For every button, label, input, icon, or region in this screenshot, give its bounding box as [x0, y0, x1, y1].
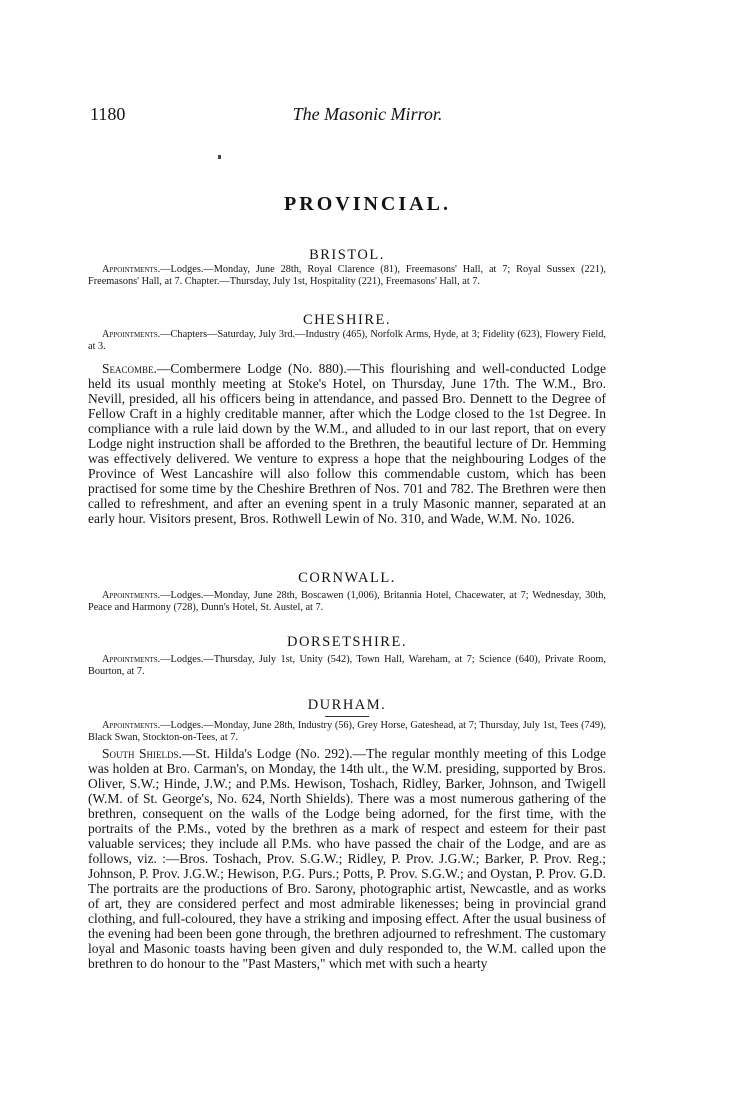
appointments-cheshire — [88, 329, 606, 352]
appointments-label: Appointments. — [102, 590, 161, 601]
section-title: PROVINCIAL. — [284, 193, 451, 215]
report-lead: Seacombe. — [102, 361, 157, 376]
county-heading-durham: DURHAM. — [307, 697, 387, 713]
appointments-label: Appointments. — [102, 329, 161, 340]
section-durham — [88, 696, 606, 743]
appointments-text: —Chapters—Saturday, July 3rd.—Industry (465), Norfolk Arms, Hyde, at 3; Fidelity (623), Flowery Field, at 3. — [88, 329, 606, 352]
report-text: —Combermere Lodge (No. 880).—This flourishing and well-conducted Lodge held its usual monthly meeting at Stoke's Hotel, on Thursday, June 17th. The W.M., Bro. Nevill, presided, all his officers being in attendance, and passed Bro. Dennett to the Degree of Fellow Craft in a highly creditable manner, after which the Lodge closed to the 1st Degree. In compliance with a rule laid down by the W.M., and alluded to in our last report, that on every Lodge night instruction shall be afforded to the Brethren, the beautiful lecture of Dr. Hemming was effectively delivered. We venture to express a hope that the neighbouring Lodges of the Province of West Lancashire will also follow this commendable custom, which has been practised for some time by the Cheshire Brethren of Nos. 701 and 782. The Brethren were then called to refreshment, and after an evening spent in a truly Masonic manner, separated at an early hour. Visitors present, Bros. Rothwell Lewin of No. 310, and Wade, W.M. No. 1026. — [88, 361, 606, 526]
appointments-text: —Lodges.—Thursday, July 1st, Unity (542), Town Hall, Wareham, at 7; Science (640), Private Room, Bourton, at 7. — [88, 654, 606, 677]
appointments-label: Appointments. — [102, 720, 161, 731]
appointments-text: —Lodges.—Monday, June 28th, Industry (56), Grey Horse, Gateshead, at 7; Thursday, July 1st, Tees (749), Black Swan, Stockton-on-Tees, at 7. — [88, 720, 606, 743]
report-seacombe — [88, 361, 606, 526]
appointments-bristol — [88, 264, 606, 287]
county-heading-cornwall: CORNWALL. — [298, 570, 396, 586]
appointments-dorsetshire — [88, 654, 606, 677]
county-heading-dorsetshire: DORSETSHIRE. — [287, 634, 407, 650]
appointments-label: Appointments. — [102, 264, 161, 275]
page-number: 1180 — [90, 104, 126, 124]
report-paragraph — [88, 746, 606, 971]
appointments-label: Appointments. — [102, 654, 161, 665]
report-text: —St. Hilda's Lodge (No. 292).—The regular monthly meeting of this Lodge was holden at Bro. Carman's, on Monday, the 14th ult., the W.M. presiding, supported by Bros. Oliver, S.W.; Hinde, J.W.; and P.Ms. Hewison, Toshach, Ridley, Barker, Johnson, and Twigell (W.M. of St. George's, No. 624, North Shields). There was a most numerous gathering of the brethren, consequent on the walls of the Lodge being adorned, for the first time, with the portraits of the P.Ms., voted by the brethren as a mark of respect and esteem for their past valuable services; they include all P.Ms. who have passed the chair of the Lodge, and are as follows, viz. :—Bros. Toshach, Prov. S.G.W.; Ridley, P. Prov. J.G.W.; Barker, P. Prov. Reg.; Johnson, P. Prov. J.G.W.; Hewison, P.G. Purs.; Potts, P. Prov. S.G.W.; and Oystan, P. Prov. G.D. The portraits are the productions of Bro. Sarony, photographic artist, Newcastle, and as works of art, they are considered perfect and most admirable likenesses; being in provincial grand clothing, and full-coloured, they have a striking and imposing effect. After the usual business of the evening had been been gone through, the brethren adjourned to refreshment. The customary loyal and Masonic toasts having been given and duly responded to, the W.M. called upon the brethren to do honour to the "Past Masters," which met with such a hearty — [88, 746, 606, 971]
page-header — [0, 104, 735, 128]
county-heading-bristol: BRISTOL. — [309, 247, 385, 263]
section-cornwall — [88, 569, 606, 613]
report-lead: South Shields. — [102, 746, 182, 761]
print-speck — [218, 155, 221, 159]
county-heading-cheshire: CHESHIRE. — [302, 312, 392, 328]
running-title: The Masonic Mirror. — [292, 104, 443, 124]
appointments-cornwall — [88, 590, 606, 613]
appointments-durham — [88, 720, 606, 743]
heading-rule — [325, 716, 369, 717]
section-dorsetshire — [88, 633, 606, 677]
section-cheshire — [88, 311, 606, 352]
appointments-text: —Lodges.—Monday, June 28th, Royal Clarence (81), Freemasons' Hall, at 7; Royal Sussex (221), Freemasons' Hall, at 7. Chapter.—Thursday, July 1st, Hospitality (221), Freemasons' Hall, at 7. — [88, 264, 606, 287]
section-bristol — [88, 246, 606, 287]
appointments-text: —Lodges.—Monday, June 28th, Boscawen (1,006), Britannia Hotel, Chacewater, at 7; Wednesday, 30th, Peace and Harmony (728), Dunn's Hotel, St. Austel, at 7. — [88, 590, 606, 613]
report-paragraph — [88, 361, 606, 526]
report-south-shields — [88, 746, 606, 971]
